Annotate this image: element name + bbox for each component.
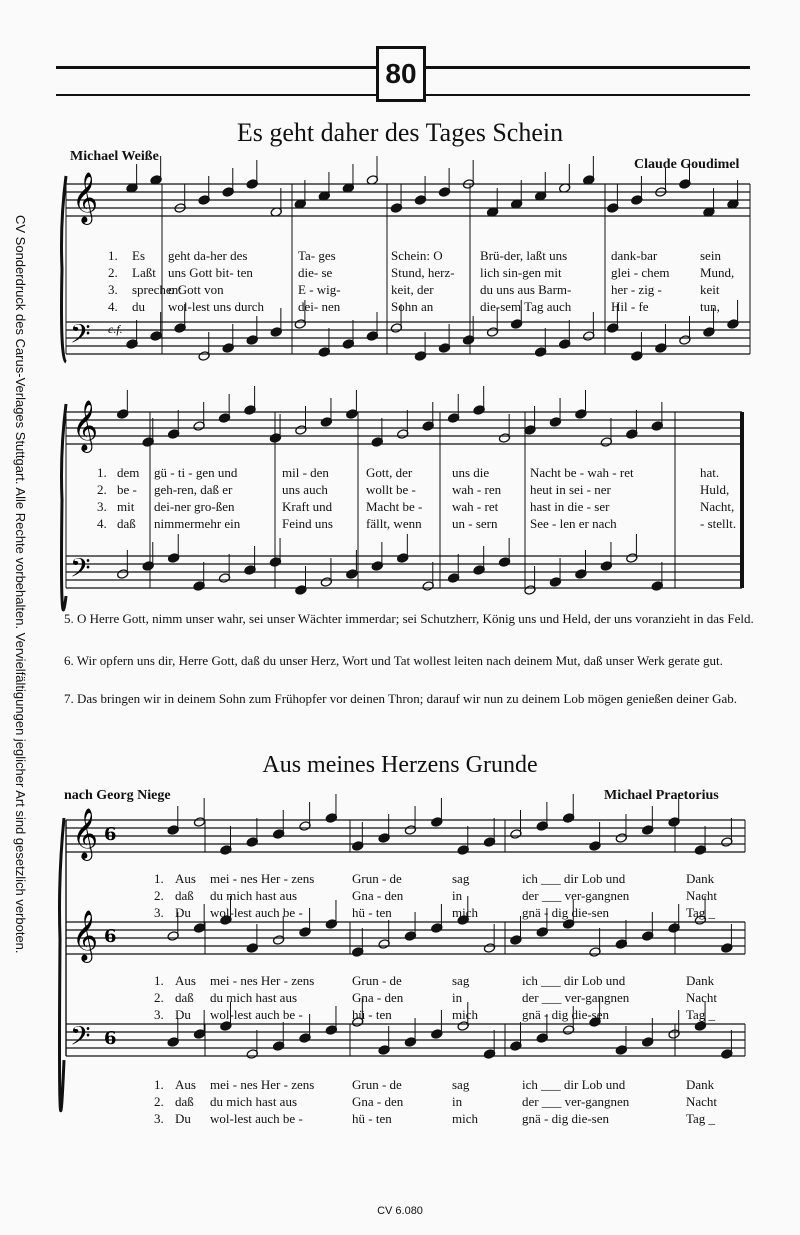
h2-treble-lyric: sag (452, 871, 470, 886)
h1s2-verse-number: 1. (97, 465, 107, 480)
h1s1-lyric: Hil - fe (611, 299, 649, 314)
h1s2-lyric: Gott, der (366, 465, 413, 480)
h1s2-lyric: Macht be - (366, 499, 423, 514)
h1s2-lyric: uns auch (282, 482, 328, 497)
h1s2-verse-number: 2. (97, 482, 107, 497)
h2-alto-lyric: hü - ten (352, 1007, 392, 1022)
h1s1-lyric: her - zig - (611, 282, 662, 297)
h1s2-lyric: hast in die - ser (530, 499, 610, 514)
h1s2-lyric: geh-ren, daß er (154, 482, 233, 497)
h1s1-verse-number: 3. (108, 282, 118, 297)
h2-treble-lyric: in (452, 888, 463, 903)
h2-alto-lyric: gnä - dig die-sen (522, 1007, 610, 1022)
time-signature: 6 (104, 824, 117, 845)
h1s1-lyric: keit, der (391, 282, 434, 297)
h2-alto-lyric: Gna - den (352, 990, 404, 1005)
h1s1-lyric: sein (700, 248, 721, 263)
h1s2-lyric: nimmermehr ein (154, 516, 241, 531)
h2-treble-lyric: du mich hast aus (210, 888, 298, 903)
h1s1-verse-number: 2. (108, 265, 118, 280)
h2-alto-lyric: in (452, 990, 463, 1005)
h1s2-lyric: dem (117, 465, 140, 480)
h1s2-lyric: un - sern (452, 516, 498, 531)
bass-clef: 𝄢 (70, 318, 91, 356)
hymn2-text-author: nach Georg Niege (64, 788, 171, 803)
h2-bass-lyric: Gna - den (352, 1094, 404, 1109)
clef-hint: c.f. (108, 322, 123, 336)
h2-alto-lyric: mich (452, 1007, 478, 1022)
h2-alto-lyric: Tag _ (686, 1007, 716, 1022)
h2-treble-lyric: der ___ ver-gangnen (522, 888, 630, 903)
h1s1-lyric: Schein: O (391, 248, 443, 263)
h2-treble-lyric: Gna - den (352, 888, 404, 903)
stanza-6: 6. Wir opfern uns dir, Herre Gott, daß du unser Herz, Wort und Tat wollest leiten nach deinem Mut, daß unser Werk gerate gut. (64, 653, 723, 668)
h1s2-lyric: be - (117, 482, 137, 497)
h1s2-lyric: gü - ti - gen und (154, 465, 238, 480)
h1s2-lyric: wah - ren (452, 482, 502, 497)
h2-treble-lyric: Tag _ (686, 905, 716, 920)
h2-treble-verse-number: 3. (154, 905, 164, 920)
h2-alto-lyric: Nacht (686, 990, 718, 1005)
hymn2-title: Aus meines Herzens Grunde (262, 752, 538, 778)
h1s2-lyric: wollt be - (366, 482, 416, 497)
h2-alto-lyric: wol-lest auch be - (210, 1007, 303, 1022)
h1s2-verse-number: 3. (97, 499, 107, 514)
h2-treble-lyric: daß (175, 888, 194, 903)
h1s1-lyric: tun, (700, 299, 720, 314)
system-brace (60, 818, 65, 1111)
h2-alto-lyric: sag (452, 973, 470, 988)
h2-treble-lyric: mich (452, 905, 478, 920)
h2-bass-verse-number: 1. (154, 1077, 164, 1092)
h1s1-lyric: du (132, 299, 145, 314)
h1s1-lyric: uns Gott bit- ten (168, 265, 253, 280)
h2-treble-lyric: Du (175, 905, 191, 920)
h2-alto-lyric: Aus (175, 973, 196, 988)
h1s1-verse-number: 1. (108, 248, 118, 263)
h2-alto-lyric: der ___ ver-gangnen (522, 990, 630, 1005)
system-brace (62, 176, 67, 362)
time-signature: 6 (104, 1028, 117, 1049)
h1s2-lyric: Kraft und (282, 499, 333, 514)
h2-bass-lyric: Tag _ (686, 1111, 716, 1126)
h1s1-lyric: Sohn an (391, 299, 434, 314)
h1s2-lyric: Huld, (700, 482, 730, 497)
h1s1-lyric: wol-lest uns durch (168, 299, 265, 314)
treble-clef: 𝄞 (72, 172, 99, 223)
h2-treble-lyric: Dank (686, 871, 715, 886)
h2-bass-verse-number: 2. (154, 1094, 164, 1109)
treble-clef: 𝄞 (72, 910, 99, 961)
h1s1-lyric: du uns aus Barm- (480, 282, 572, 297)
h1s2-lyric: hat. (700, 465, 720, 480)
h1s1-lyric: die- se (298, 265, 333, 280)
h2-alto-lyric: du mich hast aus (210, 990, 298, 1005)
h1s2-lyric: wah - ret (452, 499, 499, 514)
h1s2-verse-number: 4. (97, 516, 107, 531)
h2-bass-lyric: ich ___ dir Lob und (522, 1077, 626, 1092)
h2-treble-lyric: Grun - de (352, 871, 402, 886)
h1s2-lyric: Nacht, (700, 499, 735, 514)
h2-bass-lyric: Grun - de (352, 1077, 402, 1092)
h1s2-lyric: See - len er nach (530, 516, 617, 531)
h2-bass-lyric: mich (452, 1111, 478, 1126)
hymn1-title: Es geht daher des Tages Schein (236, 118, 564, 147)
h1s1-lyric: Stund, herz- (391, 265, 455, 280)
h2-treble-lyric: mei - nes Her - zens (210, 871, 315, 886)
time-signature: 6 (104, 926, 117, 947)
h2-treble-lyric: Aus (175, 871, 196, 886)
h2-bass-lyric: der ___ ver-gangnen (522, 1094, 630, 1109)
h1s1-lyric: glei - chem (611, 265, 670, 280)
final-barline (740, 412, 744, 588)
bass-clef: 𝄢 (70, 1020, 91, 1058)
system-brace (62, 404, 67, 610)
h2-alto-lyric: Du (175, 1007, 191, 1022)
h2-alto-lyric: Grun - de (352, 973, 402, 988)
hymn2-composer: Michael Praetorius (604, 788, 719, 803)
h1s2-lyric: daß (117, 516, 136, 531)
h2-alto-lyric: ich ___ dir Lob und (522, 973, 626, 988)
h2-bass-lyric: du mich hast aus (210, 1094, 298, 1109)
h2-bass-verse-number: 3. (154, 1111, 164, 1126)
h1s1-lyric: o Gott von (168, 282, 224, 297)
h1s1-lyric: lich sin-gen mit (480, 265, 562, 280)
copyright-sidebar: CV Sonderdruck des Carus-Verlages Stuttgart. Alle Rechte vorbehalten. Vervielfältigungen jeglicher Art sind gesetzlich verboten. (13, 215, 28, 954)
h2-treble-lyric: wol-lest auch be - (210, 905, 303, 920)
h2-bass-lyric: Du (175, 1111, 191, 1126)
h1s2-lyric: Feind uns (282, 516, 333, 531)
h2-bass-lyric: gnä - dig die-sen (522, 1111, 610, 1126)
h2-bass-lyric: Nacht (686, 1094, 718, 1109)
h2-bass-lyric: mei - nes Her - zens (210, 1077, 315, 1092)
h1s2-lyric: mit (117, 499, 135, 514)
h1s2-lyric: - stellt. (700, 516, 737, 531)
h1s2-lyric: dei-ner gro-ßen (154, 499, 235, 514)
h1s1-lyric: Es (132, 248, 145, 263)
h2-bass-lyric: hü - ten (352, 1111, 392, 1126)
h2-alto-lyric: mei - nes Her - zens (210, 973, 315, 988)
h1s1-lyric: die-sem Tag auch (480, 299, 572, 314)
bass-clef: 𝄢 (70, 552, 91, 590)
h2-bass-lyric: Aus (175, 1077, 196, 1092)
h1s2-lyric: mil - den (282, 465, 329, 480)
h1s1-lyric: geht da-her des (168, 248, 248, 263)
h1s1-lyric: keit (700, 282, 720, 297)
h2-alto-verse-number: 3. (154, 1007, 164, 1022)
h2-bass-lyric: wol-lest auch be - (210, 1111, 303, 1126)
h1s2-lyric: fällt, wenn (366, 516, 422, 531)
h2-bass-lyric: in (452, 1094, 463, 1109)
h1s1-lyric: dei- nen (298, 299, 341, 314)
h2-alto-verse-number: 1. (154, 973, 164, 988)
treble-clef: 𝄞 (72, 808, 99, 859)
stanza-7: 7. Das bringen wir in deinem Sohn zum Frühopfer vor deinen Thron; darauf wir nun zu deinem Lob mögen genießen deiner Gab. (64, 691, 738, 706)
h2-treble-verse-number: 2. (154, 888, 164, 903)
h2-treble-verse-number: 1. (154, 871, 164, 886)
stanza-5: 5. O Herre Gott, nimm unser wahr, sei unser Wächter immerdar; sei Schutzherr, König uns und Held, der uns voranzieht in das Feld. (64, 611, 754, 626)
h2-alto-lyric: Dank (686, 973, 715, 988)
h2-bass-lyric: sag (452, 1077, 470, 1092)
hymn-number: 80 (376, 46, 426, 102)
h2-treble-lyric: gnä - dig die-sen (522, 905, 610, 920)
h1s1-lyric: Mund, (700, 265, 735, 280)
h2-bass-lyric: Dank (686, 1077, 715, 1092)
treble-clef: 𝄞 (72, 400, 99, 451)
h2-treble-lyric: ich ___ dir Lob und (522, 871, 626, 886)
hymn1-text-author: Michael Weiße (70, 149, 159, 164)
hymn1-composer: Claude Goudimel (634, 157, 740, 172)
catalog-code: CV 6.080 (377, 1205, 423, 1217)
h1s1-lyric: Laßt (132, 265, 156, 280)
h2-alto-verse-number: 2. (154, 990, 164, 1005)
h1s2-lyric: heut in sei - ner (530, 482, 611, 497)
h1s1-lyric: Ta- ges (298, 248, 336, 263)
h2-alto-lyric: daß (175, 990, 194, 1005)
h1s1-lyric: E - wig- (298, 282, 341, 297)
h1s2-lyric: uns die (452, 465, 490, 480)
h1s2-lyric: Nacht be - wah - ret (530, 465, 634, 480)
h1s1-lyric: dank-bar (611, 248, 658, 263)
h1s1-lyric: sprechen: (132, 282, 182, 297)
h1s1-lyric: Brü-der, laßt uns (480, 248, 568, 263)
h2-treble-lyric: Nacht (686, 888, 718, 903)
h2-treble-lyric: hü - ten (352, 905, 392, 920)
h2-bass-lyric: daß (175, 1094, 194, 1109)
h1s1-verse-number: 4. (108, 299, 118, 314)
